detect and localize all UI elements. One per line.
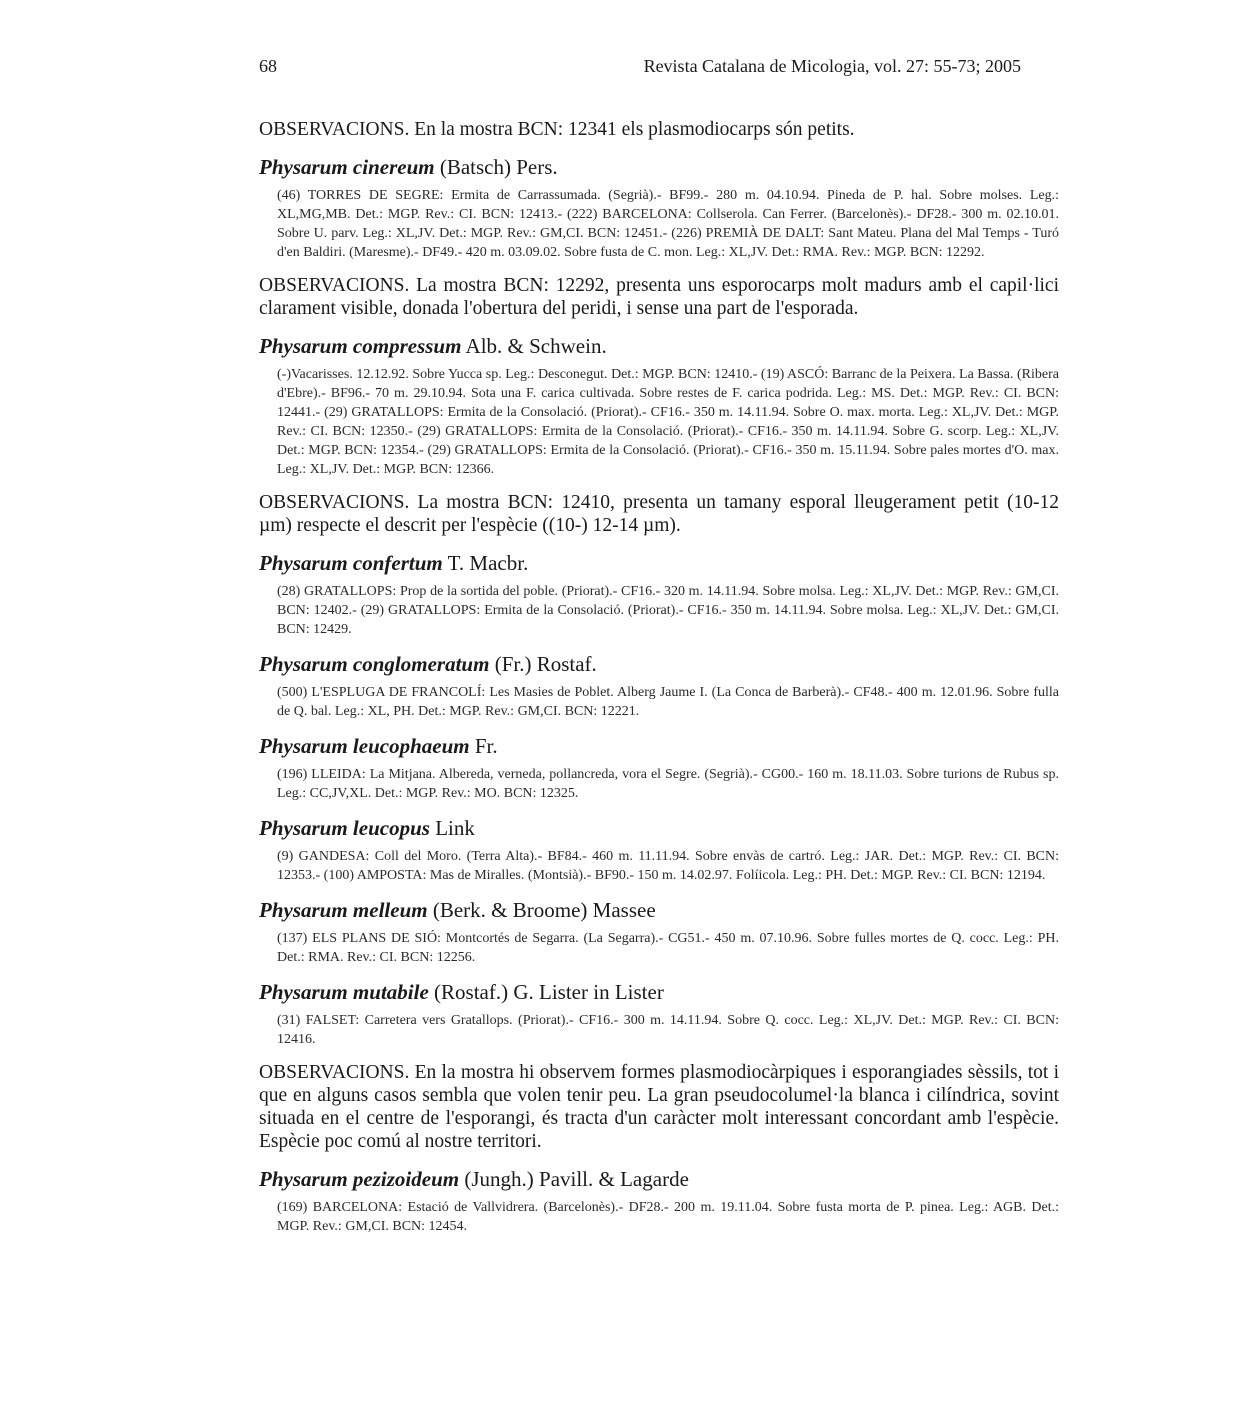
page-number: 68 — [259, 56, 277, 76]
species-name: Physarum compressum — [259, 334, 462, 358]
species-author: (Jungh.) Pavill. & Lagarde — [459, 1167, 689, 1191]
specimen-record: (31) FALSET: Carretera vers Gratallops. (Priorat).- CF16.- 300 m. 14.11.94. Sobre Q. cocc. Leg.: XL,JV. Det.: MGP. Rev.: CI. BCN: 12416. — [277, 1013, 1059, 1047]
species-heading — [259, 897, 1059, 923]
species-heading — [259, 333, 1059, 359]
species-author: (Batsch) Pers. — [434, 155, 558, 179]
species-heading — [259, 815, 1059, 841]
specimen-record: (196) LLEIDA: La Mitjana. Albereda, verneda, pollancreda, vora el Segre. (Segrià).- CG00.- 160 m. 18.11.03. Sobre turions de Rubus sp. Leg.: CC,JV,XL. Det.: MGP. Rev.: MO. BCN: 12325. — [277, 767, 1059, 801]
journal-reference: Revista Catalana de Micologia, vol. 27: 55-73; 2005 — [643, 56, 1021, 76]
observation-paragraph: OBSERVACIONS. En la mostra hi observem formes plasmodiocàrpiques i esporangiades sèssils, tot i que en alguns casos sembla que volen tenir peu. La gran pseudocolumel·la blanca i cilíndrica, sovint situada en el centre de l'esporangi, és tracta d'un caràcter molt interessant concordant amb l'espècie. Espècie poc comú al nostre territori. — [259, 1062, 1059, 1152]
species-name: Physarum confertum — [259, 551, 443, 575]
species-author: Link — [429, 816, 475, 840]
specimen-record: (169) BARCELONA: Estació de Vallvidrera. (Barcelonès).- DF28.- 200 m. 19.11.04. Sobre fusta morta de P. pinea. Leg.: AGB. Det.: MGP. Rev.: GM,CI. BCN: 12454. — [277, 1200, 1059, 1234]
species-name: Physarum pezizoideum — [259, 1167, 460, 1191]
article-body — [259, 118, 1059, 1248]
species-name: Physarum cinereum — [259, 155, 435, 179]
species-heading — [259, 1166, 1059, 1192]
species-author: Fr. — [469, 734, 498, 758]
species-name: Physarum leucopus — [259, 816, 430, 840]
species-heading — [259, 733, 1059, 759]
species-heading — [259, 550, 1059, 576]
species-name: Physarum leucophaeum — [259, 734, 470, 758]
species-name: Physarum melleum — [259, 898, 428, 922]
species-heading — [259, 979, 1059, 1005]
species-name: Physarum conglomeratum — [259, 652, 490, 676]
specimen-record: (137) ELS PLANS DE SIÓ: Montcortés de Segarra. (La Segarra).- CG51.- 450 m. 07.10.96. Sobre fulles mortes de Q. cocc. Leg.: PH. Det.: RMA. Rev.: CI. BCN: 12256. — [277, 931, 1059, 965]
specimen-record: (28) GRATALLOPS: Prop de la sortida del poble. (Priorat).- CF16.- 320 m. 14.11.94. Sobre molsa. Leg.: XL,JV. Det.: MGP. Rev.: GM,CI. BCN: 12402.- (29) GRATALLOPS: Ermita de la Consolació. (Priorat).- CF16.- 350 m. 14.11.94. Sobre molsa. Leg.: XL,JV. Det.: GM,CI. BCN: 12429. — [277, 584, 1059, 637]
species-name: Physarum mutabile — [259, 980, 429, 1004]
species-heading — [259, 651, 1059, 677]
specimen-record: (500) L'ESPLUGA DE FRANCOLÍ: Les Masies de Poblet. Alberg Jaume I. (La Conca de Barberà).- CF48.- 400 m. 12.01.96. Sobre fulla de Q. bal. Leg.: XL, PH. Det.: MGP. Rev.: GM,CI. BCN: 12221. — [277, 685, 1059, 719]
species-author: (Fr.) Rostaf. — [489, 652, 597, 676]
specimen-record: (-)Vacarisses. 12.12.92. Sobre Yucca sp. Leg.: Desconegut. Det.: MGP. BCN: 12410.- (19) ASCÓ: Barranc de la Peixera. La Bassa. (Ribera d'Ebre).- BF96.- 70 m. 29.10.94. Sota una F. carica cultivada. Sobre restes de F. carica podrida. Leg.: MS. Det.: MGP. Rev.: CI. BCN: 12441.- (29) GRATALLOPS: Ermita de la Consolació. (Priorat).- CF16.- 350 m. 14.11.94. Sobre O. max. morta. Leg.: XL,JV. Det.: MGP. Rev.: CI. BCN: 12350.- (29) GRATALLOPS: Ermita de la Consolació. (Priorat).- CF16.- 350 m. 14.11.94. Sobre G. scorp. Leg.: XL,JV. Det.: MGP. BCN: 12354.- (29) GRATALLOPS: Ermita de la Consolació. (Priorat).- CF16.- 350 m. 15.11.94. Sobre pales mortes d'O. max. Leg.: XL,JV. Det.: MGP. BCN: 12366. — [277, 367, 1059, 477]
species-author: T. Macbr. — [442, 551, 529, 575]
specimen-record: (9) GANDESA: Coll del Moro. (Terra Alta).- BF84.- 460 m. 11.11.94. Sobre envàs de cartró. Leg.: JAR. Det.: MGP. Rev.: CI. BCN: 12353.- (100) AMPOSTA: Mas de Miralles. (Montsià).- BF90.- 150 m. 14.02.97. Folíicola. Leg.: PH. Det.: MGP. Rev.: CI. BCN: 12194. — [277, 849, 1059, 883]
specimen-record: (46) TORRES DE SEGRE: Ermita de Carrassumada. (Segrià).- BF99.- 280 m. 04.10.94. Pineda de P. hal. Sobre molses. Leg.: XL,MG,MB. Det.: MGP. Rev.: CI. BCN: 12413.- (222) BARCELONA: Collserola. Can Ferrer. (Barcelonès).- DF28.- 300 m. 02.10.01. Sobre U. parv. Leg.: XL,JV. Det.: MGP. Rev.: GM,CI. BCN: 12451.- (226) PREMIÀ DE DALT: Sant Mateu. Plana del Mal Temps - Turó d'en Baldiri. (Maresme).- DF49.- 420 m. 03.09.02. Sobre fusta de C. mon. Leg.: XL,JV. Det.: RMA. Rev.: MGP. BCN: 12292. — [277, 188, 1059, 260]
species-author: (Berk. & Broome) Massee — [427, 898, 656, 922]
observation-paragraph: OBSERVACIONS. La mostra BCN: 12410, presenta un tamany esporal lleugerament petit (10-12 µm) respecte el descrit per l'espècie ((10-) 12-14 µm). — [259, 492, 1059, 536]
observation-paragraph: OBSERVACIONS. En la mostra BCN: 12341 els plasmodiocarps són petits. — [259, 119, 855, 140]
species-author: Alb. & Schwein. — [461, 334, 607, 358]
running-header — [259, 56, 1021, 84]
observation-paragraph: OBSERVACIONS. La mostra BCN: 12292, presenta uns esporocarps molt madurs amb el capil·lici clarament visible, donada l'obertura del peridi, i sense una part de l'esporada. — [259, 275, 1059, 319]
species-author: (Rostaf.) G. Lister in Lister — [428, 980, 664, 1004]
species-heading — [259, 154, 1059, 180]
